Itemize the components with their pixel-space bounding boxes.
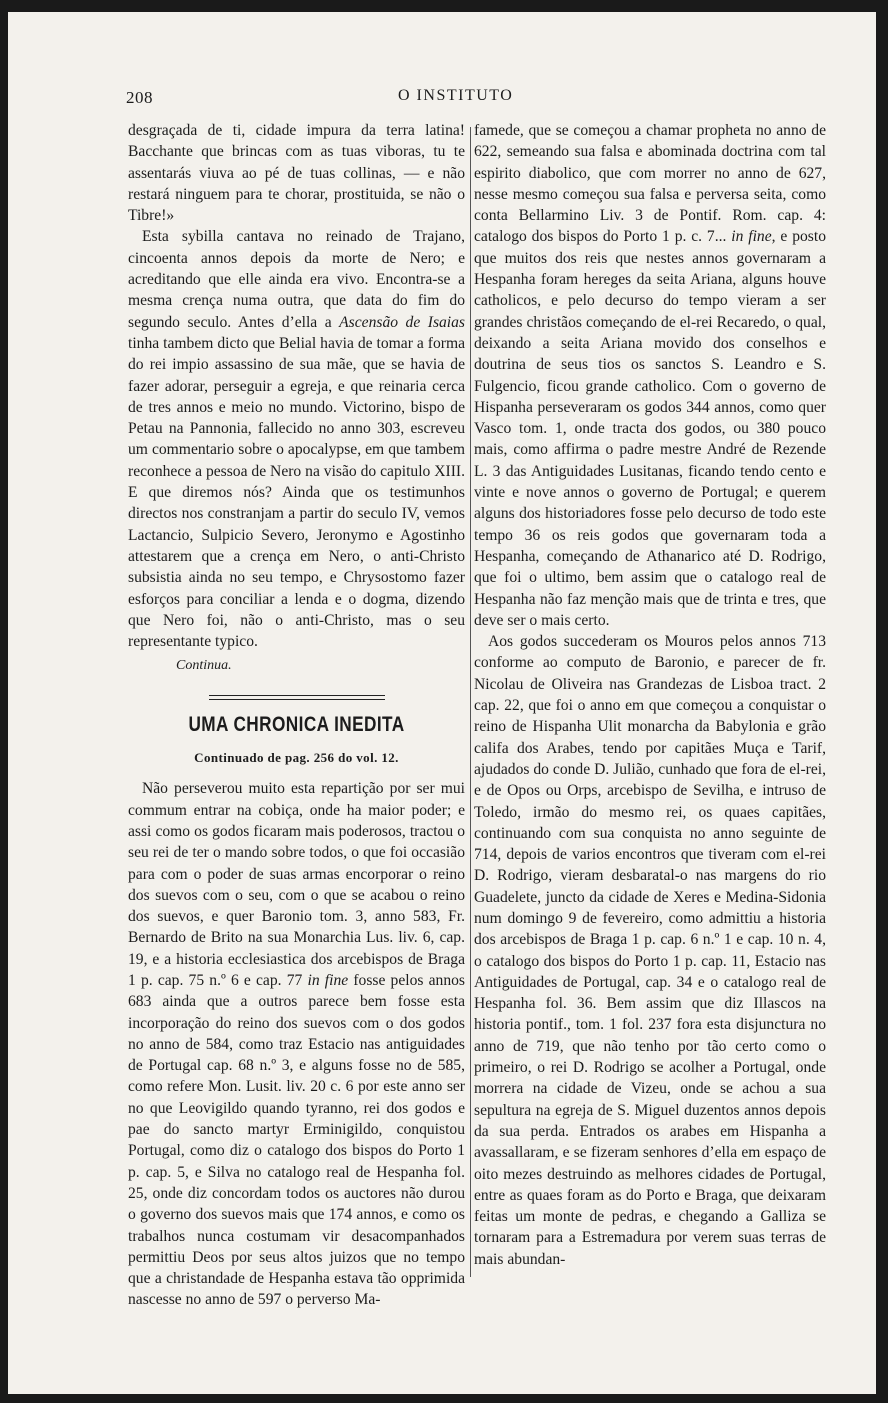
text-run: fosse pelos annos 683 ainda que a outros parece bem fosse esta incorporação do reino dos suevos com o dos godos no anno de 584, como traz Estacio nas antiguidades de Portugal cap. 68 n.º 3, e alguns fosse no de 585, como refere Mon. Lusit. liv. 20 c. 6 por este anno ser no que Leovigildo quando tyranno, rei dos godos e pae do sancto martyr Erminigildo, conquistou Portugal, como diz o catalogo dos bispos do Porto 1 p. cap. 5, e Silva no catalogo real de Hespanha fol. 25, onde diz concordam todos os auctores não durou o governo dos suevos mais que 174 annos, e como os trabalhos nunca costumam vir desacompanhados permittiu Deos por seus altos juizos que no tempo que a christandade de Hespanha estava tão opprimida nascesse no anno de 597 o perverso Ma- — [128, 971, 466, 1309]
italic-term: in fine — [307, 971, 349, 989]
continua-label: Continua. — [176, 658, 232, 674]
text-run: e posto que muitos dos reis que nestes annos governaram a Hespanha foram hereges da seita Ariana, alguns houve catholicos, e pelo decurso do tempo vieram a ser grandes christãos começando de el-rei Recaredo, o qual, deixando a seita Ariana movido dos conselhos e doutrina de seus tios os sanctos S. Leandro e S. Fulgencio, ficou grande catholico. Com o governo de Hispanha perseveraram os godos 344 annos, como quer Vasco tom. 1, onde tracta dos godos, ou 380 pouco mais, como affirma o padre mestre André de Rezende L. 3 das Antiguidades Lusitanas, ficando tendo cento e vinte e nove annos o governo de Portugal; e querem alguns dos historiadores fosse pelo decurso de todo este tempo 36 os reis godos que governaram toda a Hespanha, começando de Athanarico até D. Rodrigo, que foi o ultimo, bem assim que o catalogo real de Hespanha não faz menção mais que de trinta e tres, que deve ser o mais certo. — [474, 228, 826, 629]
article-title: UMA CHRONICA INEDITA — [188, 712, 405, 736]
paragraph: Aos godos succederam os Mouros pelos annos 713 conforme ao computo de Baronio, e parecer de fr. Nicolau de Oliveira nas Grandezas de Lisboa tract. 2 cap. 22, que foi o anno em que começou a conquistar o reino de Hispanha Ulit monarcha da Babylonia e grão califa dos Arabes, tendo por capitães Muça e Tarif, ajudados do conde D. Julião, cunhado que fora de el-rei, e de Opos ou Orps, arcebispo de Sevilha, e intruso de Toledo, irmão do mesmo rei, os quaes capitães, continuando com sua conquista no anno seguinte de 714, depois de varios encontros que tiveram com el-rei D. Rodrigo, vieram desbaratal-o nas margens do rio Guadelete, juncto da cidade de Xeres e Medina-Sidonia num domingo 9 de fevereiro, como admittiu a historia dos arcebispos de Braga 1 p. cap. 6 n.º 1 e cap. 10 n. 4, o catalogo dos bispos do Porto 1 p. cap. 11, Estacio nas Antiguidades de Portugal, cap. 34 e o catalogo real de Hespanha fol. 36. Bem assim que diz Illascos na historia pontif., tom. 1 fol. 237 fora esta disjunctura no anno de 719, que não tenho por tão certo como o primeiro, o rei D. Rodrigo se acolher a Portugal, onde morrera na cidade de Vizeu, onde se achou a sua sepultura na egreja de S. Miguel duzentos annos depois da sua perda. Entrados os arabes em Hispanha a avassallaram, e se fizeram senhores d’ella em espaço de oito mezes destruindo as melhores cidades de Portugal, entre as quaes foram as do Porto e Braga, que deixaram feitas um monte de pedras, e chegando a Galliza se tornaram para a Estremadura por verem suas terras de mais abundan- — [474, 633, 826, 1268]
paragraph: desgraçada de ti, cidade impura da terra latina! Bacchante que brincas com as tuas viboras, tu te assentarás viuva ao pé de tuas collinas, — e não restará ninguem para te chorar, prostituida, se não o Tibre!» — [128, 122, 465, 225]
paragraph — [474, 120, 826, 631]
scanned-page — [8, 12, 876, 1394]
text-run: Esta sybilla cantava no reinado de Trajano, cincoenta annos depois da morte de Nero; e acreditando que elle ainda era vivo. Encontra-se a mesma crença numa outra, que data do fim do segundo seculo. Antes d’ella a — [128, 228, 465, 331]
paragraph — [128, 778, 465, 1310]
paragraph — [128, 226, 465, 652]
italic-title: Ascensão de Isaias — [339, 313, 466, 331]
italic-term: in fine, — [731, 228, 776, 246]
column-rule — [470, 127, 471, 1277]
left-column — [128, 120, 465, 1311]
text-run: Não perseverou muito esta repartição por ser mui commum entrar na cobiça, onde ha maior poder; e assi como os godos ficaram mais poderosos, tractou o seu rei de ter o mando sobre todos, o que foi occasião para com o poder de suas armas encorporar o reino dos suevos com o seu, com o que se acabou o reino dos suevos, e quer Baronio tom. 3, anno 583, Fr. Bernardo de Brito na sua Monarchia Lus. liv. 6, cap. 19, e a historia ecclesiastica dos arcebispos de Braga 1 p. cap. 75 n.º 6 e cap. 77 — [128, 780, 465, 989]
text-run: tinha tambem dicto que Belial havia de tomar a forma do rei impio assassino de sua mãe, que se havia de fazer adorar, perseguir a egreja, e que reinaria cerca de tres annos e meio no mundo. Victorino, bispo de Petau na Pannonia, fallecido no anno 303, escreveu um commentario sobre o apocalypse, em que tambem reconhece a pessoa de Nero na visão do capitulo XIII. E que diremos nós? Ainda que os testimunhos directos nos constranjam a partir do seculo IV, vemos Lactancio, Sulpicio Severo, Jeronymo e Agostinho attestarem que a crença em Nero, o anti-Christo subsistia ainda no seu tempo, e Chrysostomo fazer esforços para conciliar a lenda e o dogma, dizendo que Nero foi, não o anti-Christo, mas o seu representante typico. — [128, 334, 465, 651]
page-number: 208 — [126, 88, 153, 107]
section-separator — [209, 695, 385, 700]
text-run: famede, que se começou a chamar propheta no anno de 622, semeando sua falsa e abominada doctrina com tal espirito diabolico, que com morrer no anno de 627, nesse mesmo começou sua falsa e perversa seita, como conta Bellarmino Liv. 3 de Pontif. Rom. cap. 4: catalogo dos bispos do Porto 1 p. c. 7... — [474, 122, 826, 246]
right-column — [474, 120, 826, 1270]
article-subtitle: Continuado de pag. 256 do vol. 12. — [194, 750, 399, 766]
running-head: O INSTITUTO — [398, 87, 514, 104]
